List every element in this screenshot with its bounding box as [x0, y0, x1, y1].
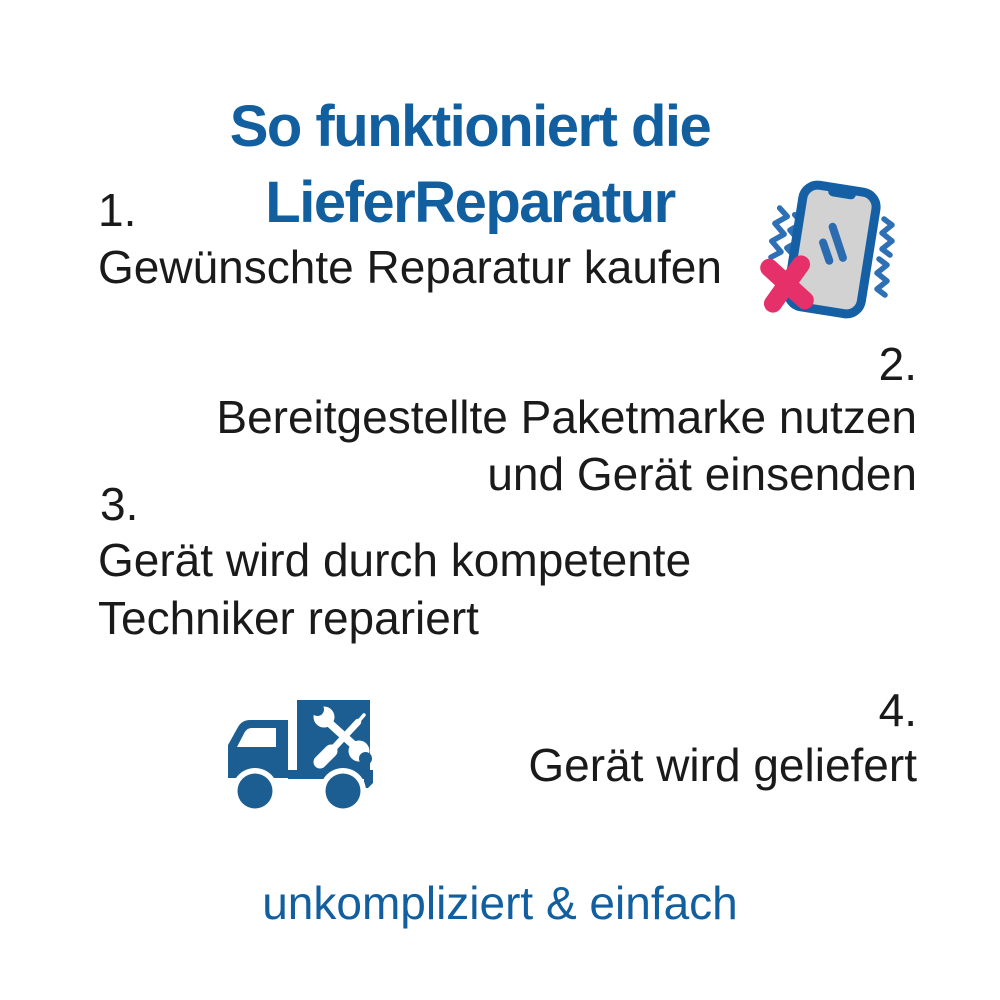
broken-phone-icon [745, 163, 920, 338]
step3-text [98, 531, 691, 647]
tagline: unkompliziert & einfach [262, 877, 738, 929]
step1-text [98, 239, 722, 296]
step2-text-line1: Bereitgestellte Paketmarke nutzen [216, 391, 917, 443]
step1-text-line1: Gewünschte Reparatur kaufen [98, 241, 722, 293]
step1-number: 1. [98, 184, 137, 236]
vibration-lines-right [877, 219, 892, 295]
page-title-line1: So funktioniert die [229, 93, 711, 159]
step4-text-line1: Gerät wird geliefert [528, 739, 917, 791]
page-title-line2: LieferReparatur [265, 169, 675, 235]
step3-text-line1: Gerät wird durch kompetente [98, 534, 692, 586]
step2-text-line2: und Gerät einsenden [487, 448, 917, 500]
delivery-truck-icon [220, 690, 405, 825]
step4-text [528, 737, 917, 794]
step4-number: 4. [878, 684, 917, 736]
x-mark-icon [769, 264, 805, 303]
step3-number: 3. [100, 478, 139, 530]
step2-text [216, 389, 917, 503]
step3-text-line2: Techniker repariert [98, 592, 479, 644]
step2-number: 2. [878, 338, 917, 390]
